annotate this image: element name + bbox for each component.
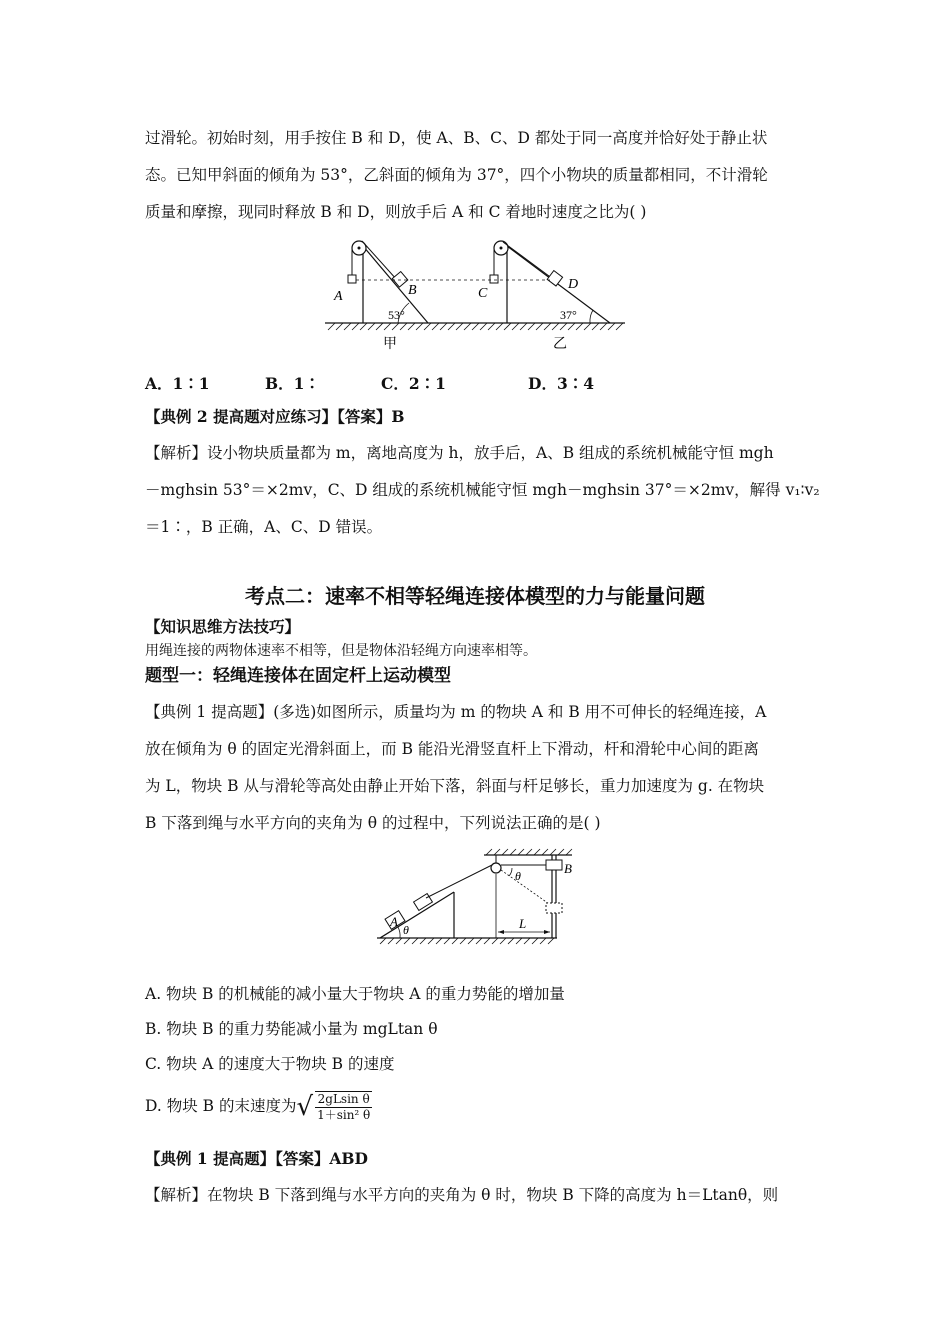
fig2-label-L: L — [519, 916, 527, 931]
answer1: 【典例 2 提高题对应练习】【答案】B — [145, 407, 405, 426]
option1-a: A．1∶1 — [145, 374, 210, 393]
analysis1-line-1: 【解析】设小物块质量都为 m，离地高度为 h，放手后，A、B 组成的系统机械能守恒 mgh — [145, 444, 774, 462]
fig1-angle-left: 53° — [388, 308, 405, 322]
answer2: 【典例 1 提高题】【答案】ABD — [145, 1149, 368, 1168]
fig1-caption-right: 乙 — [553, 337, 567, 352]
section-title: 考点二：速率不相等轻绳连接体模型的力与能量问题 — [245, 584, 705, 608]
option2-a: A. 物块 B 的机械能的减小量大于物块 A 的重力势能的增加量 — [145, 985, 565, 1003]
option1-c: C．2∶1 — [381, 374, 446, 393]
fig2-label-A: A — [390, 914, 398, 929]
example-line-2: 放在倾角为 θ 的固定光滑斜面上，而 B 能沿光滑竖直杆上下滑动，杆和滑轮中心间的距离 — [145, 740, 759, 758]
sqrt-fraction — [315, 1091, 372, 1123]
figure-pulley-rod — [372, 848, 582, 948]
type-heading: 题型一：轻绳连接体在固定杆上运动模型 — [145, 666, 451, 686]
fig2-label-B: B — [564, 861, 572, 876]
intro-line-1: 过滑轮。初始时刻，用手按住 B 和 D，使 A、B、C、D 都处于同一高度并恰好处于静止状 — [145, 129, 768, 147]
analysis2: 【解析】在物块 B 下落到绳与水平方向的夹角为 θ 时，物块 B 下降的高度为 h＝Ltanθ，则 — [145, 1186, 779, 1204]
fig1-caption-left: 甲 — [383, 337, 397, 352]
fig1-label-D: D — [568, 277, 579, 292]
fig1-label-C: C — [478, 286, 488, 301]
fig2-theta-slope: θ — [403, 923, 409, 937]
option2-d — [145, 1090, 372, 1123]
figure-pulley-slopes — [320, 230, 630, 355]
intro-line-2: 态。已知甲斜面的倾角为 53°，乙斜面的倾角为 37°，四个小物块的质量都相同，不计滑轮 — [145, 166, 768, 184]
sqrt-sign: √ — [296, 1092, 314, 1122]
intro-line-3: 质量和摩擦，现同时释放 B 和 D，则放手后 A 和 C 着地时速度之比为( ) — [145, 203, 647, 221]
knowledge-text: 用绳连接的两物体速率不相等，但是物体沿轻绳方向速率相等。 — [145, 643, 537, 659]
fig1-angle-right: 37° — [560, 308, 577, 322]
analysis1-line-2: －mghsin 53°＝×2mv，C、D 组成的系统机械能守恒 mgh－mghsin 37°＝×2mv，解得 v₁∶v₂ — [145, 481, 820, 499]
example-line-4: B 下落到绳与水平方向的夹角为 θ 的过程中，下列说法正确的是( ) — [145, 814, 601, 832]
fig2-theta-rope: θ — [515, 869, 521, 883]
option2-b: B. 物块 B 的重力势能减小量为 mgLtan θ — [145, 1020, 438, 1038]
fig1-label-A: A — [334, 289, 343, 304]
option2-c: C. 物块 A 的速度大于物块 B 的速度 — [145, 1055, 395, 1073]
fig1-label-B: B — [408, 283, 417, 298]
example-line-3: 为 L，物块 B 从与滑轮等高处由静止开始下落，斜面与杆足够长，重力加速度为 g. 在物块 — [145, 777, 765, 795]
fraction-numerator: 2gLsin θ — [315, 1092, 372, 1108]
option1-b: B．1∶ — [265, 374, 320, 393]
example-line-1: 【典例 1 提高题】(多选)如图所示，质量均为 m 的物块 A 和 B 用不可伸长的轻绳连接，A — [145, 703, 767, 721]
option2-d-prefix: D. 物块 B 的末速度为 — [145, 1097, 297, 1115]
knowledge-heading: 【知识思维方法技巧】 — [145, 617, 301, 636]
analysis1-line-3: ＝1∶，B 正确，A、C、D 错误。 — [145, 518, 383, 536]
option1-d: D．3∶4 — [528, 374, 595, 393]
fraction-denominator: 1＋sin² θ — [317, 1108, 371, 1122]
